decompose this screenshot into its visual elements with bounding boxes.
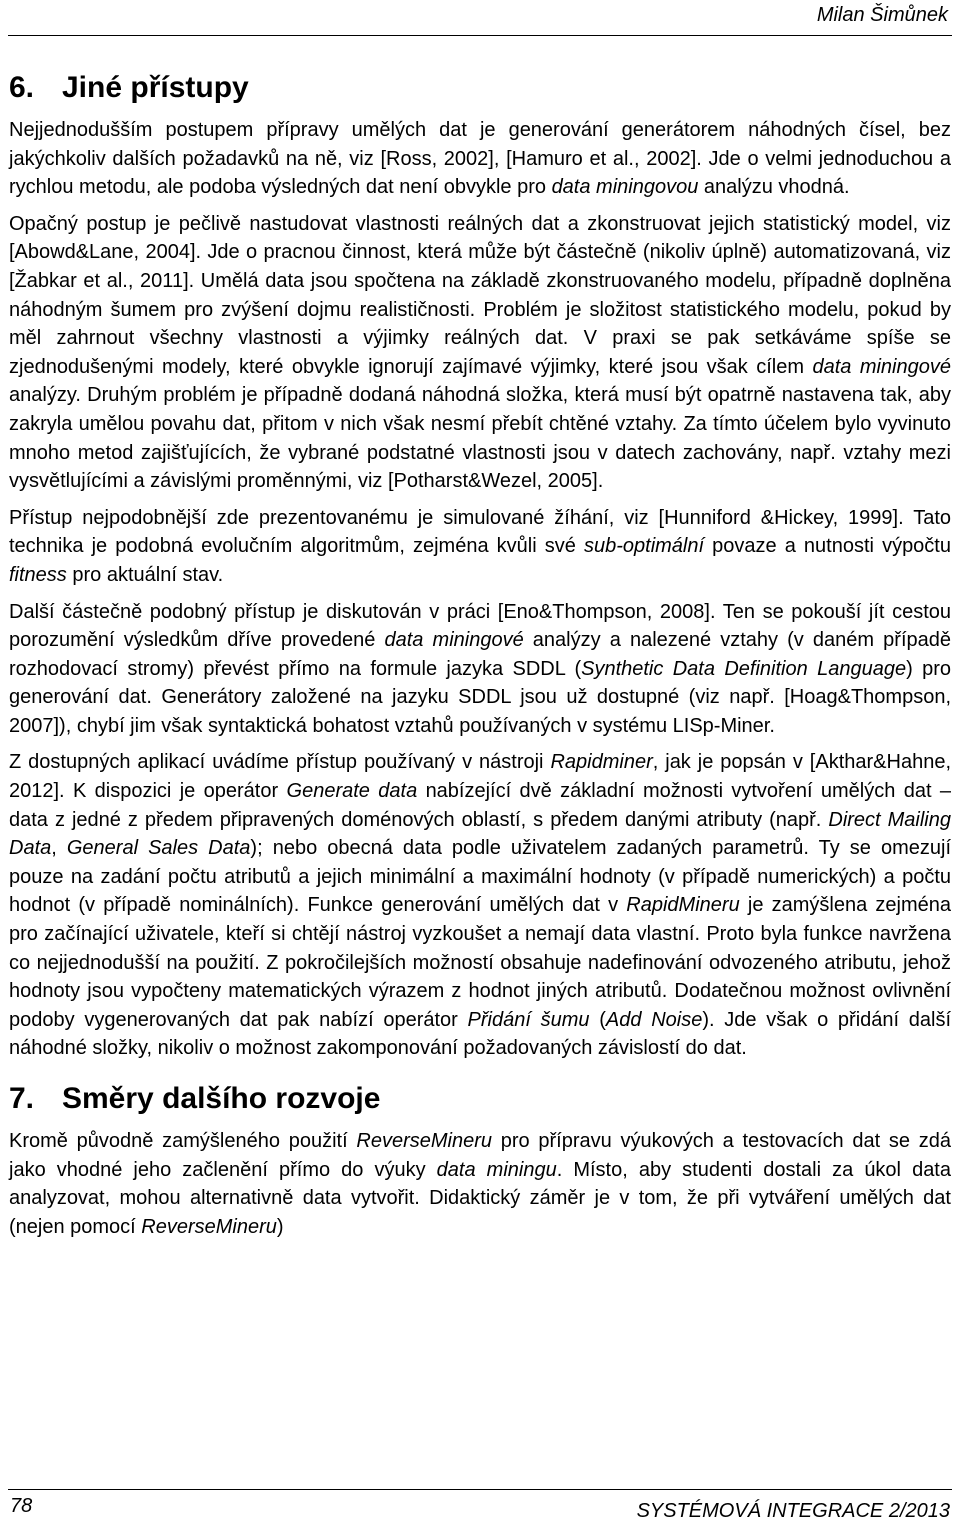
running-header-author: Milan Šimůnek <box>816 4 948 26</box>
journal-name: SYSTÉMOVÁ INTEGRACE 2/2013 <box>636 1500 950 1522</box>
section-title: Jiné přístupy <box>62 71 249 104</box>
text-run: ) pro generování dat. Generátory založené na jazyku SDDL jsou už dostupné (viz např. [Hoag&Thompson, 2007]), chybí jim však syntaktická bohatost vztahů používaných v systému LISp-Miner. <box>9 657 952 737</box>
italic-term: fitness <box>9 563 67 586</box>
italic-term: data miningu <box>436 1158 557 1181</box>
italic-term: RapidMineru <box>626 894 740 917</box>
italic-term: Direct Mailing Data <box>9 808 951 860</box>
page-number: 78 <box>10 1495 33 1517</box>
text-run: ) <box>276 1215 284 1238</box>
paragraph <box>9 1127 951 1241</box>
text-run: Z dostupných aplikací uvádíme přístup používaný v nástroji <box>9 751 551 774</box>
italic-term: ReverseMineru <box>356 1130 492 1152</box>
text-run: analýzu vhodná. <box>698 176 850 199</box>
italic-term: Přidání šumu <box>467 1008 590 1031</box>
section-title: Směry dalšího rozvoje <box>62 1082 381 1115</box>
paragraph <box>9 116 951 202</box>
text-run: ). Jde však o přidání další náhodné složky, nikoliv o možnost zakomponování požadovaných závislostí do dat. <box>9 1008 952 1060</box>
italic-term: Rapidminer <box>550 751 653 774</box>
text-run: Přístup nejpodobnější zde prezentovanému je simulované žíhání, viz [Hunniford &Hickey, 1999]. Tato technika je podobná evolučním algoritmům, zejména kvůli své <box>9 506 951 558</box>
paragraph <box>9 504 951 590</box>
italic-term: sub-optimální <box>583 535 705 558</box>
paragraph <box>9 748 951 1063</box>
section-heading-7 <box>9 1071 951 1127</box>
section-number: 7. <box>9 1082 35 1115</box>
italic-term: data miningové <box>812 355 951 378</box>
italic-term: Synthetic Data Definition Language <box>581 657 907 680</box>
page-body <box>9 60 951 1249</box>
text-run: Kromě původně zamýšleného použití <box>9 1130 357 1152</box>
text-run: ( <box>589 1008 606 1031</box>
italic-term: data miningovou <box>551 176 699 199</box>
text-run: ); nebo obecná data podle uživatelem zadaných parametrů. Ty se omezují pouze na zadání počtu atributů a jejich minimální a maximální hodnoty (v případě numerických) a počtu hodnot (v případě nominálních). Funkce generování umělých dat v <box>9 837 951 917</box>
text-run: pro přípravu výukových a testovacích dat se zdá jako vhodné jeho začlenění přímo do výuky <box>9 1130 951 1181</box>
text-run: je zamýšlena zejména pro začínající uživatele, kteří si chtějí nástroj vyzkoušet a nemají data vlastní. Proto byla funkce navržena co nejjednodušší na použití. Z pokročilejších možností obsahuje nadefinování odvozeného atributu, jehož hodnoty jsou vypočteny matematických výrazem z hodnot jiných atributů. Dodatečnou možnost ovlivnění podoby vygenerovaných dat pak nabízí operátor <box>9 894 951 1031</box>
footer-divider <box>8 1489 952 1490</box>
header-divider <box>8 35 952 36</box>
section-number: 6. <box>9 71 35 104</box>
text-run: analýzy a nalezené vztahy (v daném případě rozhodovací stromy) převést přímo na formule jazyka SDDL ( <box>9 629 951 680</box>
section-heading-6 <box>9 60 951 116</box>
text-run: Další částečně podobný přístup je diskutován v práci [Eno&Thompson, 2008]. Ten se pokouší jít cestou porozumění výsledkům dříve provedené <box>9 600 951 652</box>
italic-term: ReverseMineru <box>141 1215 277 1238</box>
text-run: , <box>51 837 67 860</box>
text-run: povaze a nutnosti výpočtu <box>704 535 951 558</box>
italic-term: General Sales Data <box>66 837 251 860</box>
text-run: . Místo, aby studenti dostali za úkol data analyzovat, mohou alternativně data vytvořit. Didaktický záměr je v tom, že při vytváření umělých dat (nejen pomocí <box>9 1158 951 1238</box>
paragraph <box>9 210 951 496</box>
text-run: pro aktuální stav. <box>66 563 224 586</box>
text-run: Opačný postup je pečlivě nastudovat vlastnosti reálných dat a zkonstruovat jejich statistický model, viz [Abowd&Lane, 2004]. Jde o pracnou činnost, která může být částečně (nikoliv úplně) automatizovaná, viz [Žabkar et al., 2011]. Umělá data jsou spočtena na základě zkonstruovaného modelu, případně doplněna náhodným šumem pro zvýšení dojmu realističnosti. Problém je složitost statistického modelu, pokud by měl zahrnout všechny vlastnosti a výjimky reálných dat. V praxi se pak setkáváme spíše se zjednodušenými modely, které obvykle ignorují zajímavé výjimky, které jsou však cílem <box>9 212 951 378</box>
italic-term: Add Noise <box>605 1008 703 1031</box>
italic-term: Generate data <box>286 780 418 803</box>
text-run: , jak je popsán v [Akthar&Hahne, 2012]. K dispozici je operátor <box>9 751 952 803</box>
text-run: nabízející dvě základní možnosti vytvoření umělých dat – data z jedné z předem připravených doménových oblastí, s předem danými atributy (např. <box>9 780 951 831</box>
italic-term: data miningové <box>384 629 524 652</box>
text-run: Nejjednodušším postupem přípravy umělých dat je generování generátorem náhodných čísel, bez jakýchkoliv dalších požadavků na ně, viz [Ross, 2002], [Hamuro et al., 2002]. Jde o velmi jednoduchou a rychlou metodu, ale podoba výsledných dat není obvykle pro <box>9 119 951 199</box>
paragraph <box>9 598 951 741</box>
text-run: analýzy. Druhým problém je případně dodaná náhodná složka, která musí být opatrně nastavena tak, aby zakryla umělou povahu dat, přitom v nich však nesmí přebít chtěné vztahy. Za tímto účelem bylo vyvinuto mnoho metod zajišťujících, že vybrané podstatné vlastnosti jsou v datech zachovány, např. vztahy mezi vysvětlujícími a závislými proměnnými, viz [Potharst&Wezel, 2005]. <box>9 384 951 493</box>
